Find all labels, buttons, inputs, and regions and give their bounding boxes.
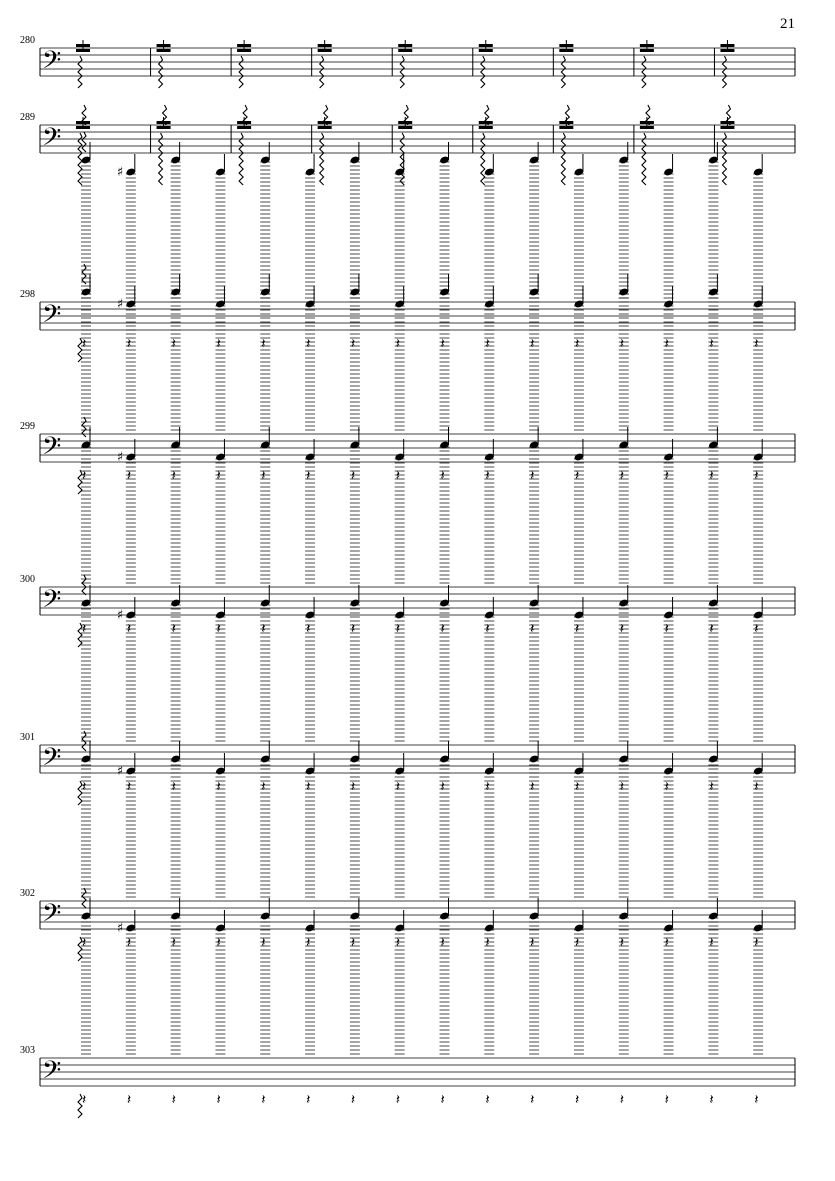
rest-icon: 𝄽	[709, 468, 714, 484]
rest-icon: 𝄽	[126, 468, 132, 484]
rest-icon: 𝄽	[261, 779, 266, 795]
rest-icon: 𝄽	[530, 779, 535, 795]
rest-icon: 𝄽	[574, 336, 580, 352]
rest-icon: 𝄽	[440, 621, 445, 637]
rest-icon: 𝄽	[754, 935, 759, 951]
rest-icon: 𝄽	[574, 621, 580, 637]
bass-clef-icon: 𝄢	[42, 432, 62, 467]
rest-icon: 𝄽	[350, 1092, 356, 1108]
tremolo-stack	[82, 888, 86, 908]
rest-icon: 𝄽	[664, 1092, 669, 1108]
system-301	[20, 575, 795, 805]
tremolo-stack	[722, 56, 726, 88]
rest-icon: 𝄽	[664, 935, 669, 951]
rest-icon: 𝄽	[485, 779, 490, 795]
tremolo-stack	[642, 133, 646, 185]
rest-icon: 𝄽	[171, 1092, 176, 1108]
system-302	[20, 731, 795, 961]
rest-icon: 𝄽	[440, 468, 445, 484]
system-299	[20, 264, 795, 494]
rest-icon: 𝄽	[306, 779, 311, 795]
tremolo-stack	[82, 575, 86, 595]
rest-icon: 𝄽	[171, 779, 176, 795]
rest-icon: 𝄽	[306, 621, 311, 637]
rest-icon: 𝄽	[171, 336, 176, 352]
rest-icon: 𝄽	[440, 336, 445, 352]
tremolo-stack	[400, 56, 404, 88]
tremolo-stack	[78, 937, 82, 961]
tremolo-stack	[159, 133, 163, 185]
sharp-icon: ♯	[116, 297, 124, 312]
measure-number: 301	[20, 732, 35, 743]
rest-icon: 𝄽	[485, 935, 490, 951]
tremolo-stack	[642, 56, 646, 88]
rest-icon: 𝄽	[126, 779, 132, 795]
rest-icon: 𝄽	[530, 468, 535, 484]
tremolo-stack	[78, 1094, 82, 1118]
rest-icon: 𝄽	[530, 336, 535, 352]
measure-number: 300	[20, 574, 35, 585]
measure-number: 302	[20, 888, 35, 899]
rest-icon: 𝄽	[754, 468, 759, 484]
bass-clef-icon: 𝄢	[42, 899, 62, 934]
rest-icon: 𝄽	[216, 336, 221, 352]
rest-icon: 𝄽	[82, 779, 87, 795]
rest-icon: 𝄽	[395, 621, 400, 637]
rest-icon: 𝄽	[306, 935, 311, 951]
tremolo-stack	[239, 56, 243, 88]
rest-icon: 𝄽	[485, 621, 490, 637]
rest-icon: 𝄽	[216, 935, 221, 951]
tremolo-stack	[561, 56, 565, 88]
rest-icon: 𝄽	[754, 1092, 759, 1108]
rest-icon: 𝄽	[619, 468, 625, 484]
page-number: 21	[780, 16, 795, 32]
measure-number: 280	[20, 35, 35, 46]
rest-icon: 𝄽	[261, 468, 266, 484]
tremolo-stack	[78, 623, 82, 647]
rest-icon: 𝄽	[664, 468, 669, 484]
rest-icon: 𝄽	[574, 779, 580, 795]
rest-icon: 𝄽	[619, 1092, 625, 1108]
rest-icon: 𝄽	[574, 935, 580, 951]
rest-icon: 𝄽	[485, 468, 490, 484]
rest-icon: 𝄽	[395, 935, 400, 951]
tremolo-stack	[78, 133, 82, 185]
system-300	[20, 417, 795, 647]
bass-clef-icon: 𝄢	[42, 46, 62, 81]
tremolo-stack	[320, 133, 324, 185]
rest-icon: 𝄽	[126, 935, 132, 951]
rest-icon: 𝄽	[306, 1092, 311, 1108]
rest-icon: 𝄽	[574, 1092, 580, 1108]
sharp-icon: ♯	[116, 921, 124, 936]
tremolo-stack	[722, 133, 726, 185]
rest-icon: 𝄽	[485, 1092, 490, 1108]
rest-icon: 𝄽	[261, 621, 266, 637]
rest-icon: 𝄽	[82, 935, 87, 951]
bass-clef-icon: 𝄢	[42, 1056, 62, 1091]
rest-icon: 𝄽	[126, 621, 132, 637]
rest-icon: 𝄽	[171, 621, 176, 637]
rest-icon: 𝄽	[126, 336, 132, 352]
rest-icon: 𝄽	[350, 935, 356, 951]
sharp-icon: ♯	[116, 165, 124, 180]
sharp-icon: ♯	[116, 608, 124, 623]
bass-clef-icon: 𝄢	[42, 585, 62, 620]
rest-icon: 𝄽	[395, 468, 400, 484]
system-303	[20, 888, 795, 1118]
rest-icon: 𝄽	[350, 468, 356, 484]
rest-icon: 𝄽	[395, 779, 400, 795]
rest-icon: 𝄽	[216, 779, 221, 795]
rest-icon: 𝄽	[754, 336, 759, 352]
measure-number: 289	[20, 112, 35, 123]
rest-icon: 𝄽	[530, 621, 535, 637]
rest-icon: 𝄽	[261, 1092, 266, 1108]
rest-icon: 𝄽	[440, 1092, 445, 1108]
rest-icon: 𝄽	[754, 779, 759, 795]
rest-icon: 𝄽	[82, 468, 87, 484]
rest-icon: 𝄽	[395, 1092, 400, 1108]
tremolo-stack	[78, 470, 82, 494]
rest-icon: 𝄽	[709, 935, 714, 951]
system-289	[20, 105, 795, 185]
system-280	[20, 35, 795, 88]
rest-icon: 𝄽	[82, 621, 87, 637]
rest-icon: 𝄽	[216, 468, 221, 484]
rest-icon: 𝄽	[216, 1092, 221, 1108]
tremolo-stack	[78, 56, 82, 88]
rest-icon: 𝄽	[709, 336, 714, 352]
rest-icon: 𝄽	[171, 935, 176, 951]
rest-icon: 𝄽	[82, 1092, 87, 1108]
rest-icon: 𝄽	[306, 336, 311, 352]
tremolo-stack	[481, 56, 485, 88]
rest-icon: 𝄽	[664, 336, 669, 352]
rest-icon: 𝄽	[709, 621, 714, 637]
sharp-icon: ♯	[116, 764, 124, 779]
rest-icon: 𝄽	[709, 779, 714, 795]
rest-icon: 𝄽	[664, 621, 669, 637]
rest-icon: 𝄽	[350, 621, 356, 637]
rest-icon: 𝄽	[619, 935, 625, 951]
rest-icon: 𝄽	[619, 779, 625, 795]
rest-icon: 𝄽	[261, 935, 266, 951]
rest-icon: 𝄽	[350, 779, 356, 795]
rest-icon: 𝄽	[440, 935, 445, 951]
sharp-icon: ♯	[116, 450, 124, 465]
tremolo-stack	[320, 56, 324, 88]
rest-icon: 𝄽	[754, 621, 759, 637]
rest-icon: 𝄽	[216, 621, 221, 637]
rest-icon: 𝄽	[530, 1092, 535, 1108]
measure-number: 299	[20, 421, 35, 432]
measure-number: 298	[20, 289, 35, 300]
rest-icon: 𝄽	[664, 779, 669, 795]
tremolo-stack	[82, 132, 86, 152]
rest-icon: 𝄽	[82, 336, 87, 352]
rest-icon: 𝄽	[306, 468, 311, 484]
rest-icon: 𝄽	[395, 336, 400, 352]
rest-icon: 𝄽	[530, 935, 535, 951]
rest-icon: 𝄽	[171, 468, 176, 484]
rest-icon: 𝄽	[440, 779, 445, 795]
rest-icon: 𝄽	[574, 468, 580, 484]
tremolo-stack	[159, 56, 163, 88]
rest-icon: 𝄽	[350, 336, 356, 352]
rest-icon: 𝄽	[485, 336, 490, 352]
rest-icon: 𝄽	[709, 1092, 714, 1108]
rest-icon: 𝄽	[619, 621, 625, 637]
rest-icon: 𝄽	[126, 1092, 132, 1108]
rest-icon: 𝄽	[261, 336, 266, 352]
tremolo-stack	[561, 133, 565, 185]
tremolo-stack	[481, 133, 485, 185]
bass-clef-icon: 𝄢	[42, 300, 62, 335]
system-298	[20, 132, 795, 362]
bass-clef-icon: 𝄢	[42, 123, 62, 158]
bass-clef-icon: 𝄢	[42, 743, 62, 778]
tremolo-stack	[239, 133, 243, 185]
measure-number: 303	[20, 1045, 35, 1056]
rest-icon: 𝄽	[619, 336, 625, 352]
